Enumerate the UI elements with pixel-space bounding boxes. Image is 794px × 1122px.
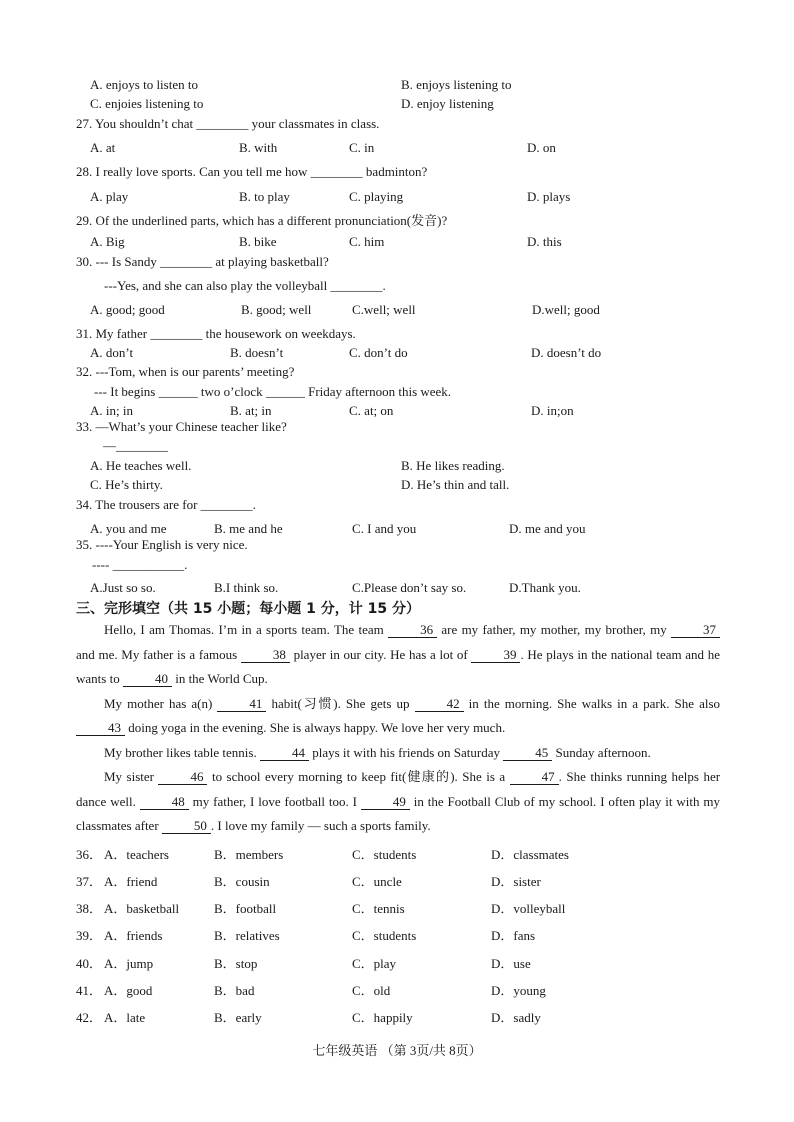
blank-46: 46: [158, 769, 207, 785]
blank-41: 41: [217, 696, 266, 712]
option-b: B.I think so.: [214, 580, 279, 595]
option-d: D．volleyball: [491, 901, 566, 916]
option-b: B. doesn’t: [230, 345, 284, 360]
option-d: D.Thank you.: [509, 580, 581, 595]
option-c: C. in: [349, 140, 375, 155]
option-c: C．play: [352, 956, 397, 971]
question-28: 28. I really love sports. Can you tell me how ________ badminton?: [76, 164, 428, 179]
question-29: 29. Of the underlined parts, which has a different pronunciation(发音)?: [76, 213, 448, 228]
blank-37: 37: [671, 622, 720, 638]
blank-47: 47: [510, 769, 559, 785]
option-a: A．friend: [104, 874, 158, 889]
blank-39: 39: [471, 647, 520, 663]
cloze-number: 39．: [76, 928, 103, 943]
option-b: B. me and he: [214, 521, 283, 536]
blank-44: 44: [260, 745, 309, 761]
option-a: A. you and me: [90, 521, 167, 536]
option-d: D．young: [491, 983, 546, 998]
option-d: D.well; good: [532, 302, 600, 317]
passage-text: Sunday afternoon.: [555, 744, 651, 760]
option-c: C. don’t do: [349, 345, 408, 360]
option-a: A．jump: [104, 956, 154, 971]
option-c: C．old: [352, 983, 391, 998]
passage-text: in the World Cup.: [175, 671, 268, 686]
question-31: 31. My father ________ the housework on weekdays.: [76, 326, 356, 341]
option-b: B．football: [214, 901, 277, 916]
passage-text: are my father, my mother, my brother, my: [441, 622, 667, 637]
option-b: B．relatives: [214, 928, 280, 943]
passage-paragraph: [76, 741, 720, 766]
option-a: A. play: [90, 189, 129, 204]
question-35-reply: ---- ___________.: [92, 557, 188, 572]
passage-text: plays it with his friends on Saturday: [312, 744, 500, 760]
option-c: C. him: [349, 234, 385, 249]
passage-text: habit(习惯). She gets up: [271, 695, 410, 711]
option-b: B．cousin: [214, 874, 270, 889]
blank-40: 40: [123, 671, 172, 687]
option-c: C．students: [352, 847, 417, 862]
cloze-number: 38．: [76, 901, 103, 916]
option-d: D．sadly: [491, 1010, 541, 1025]
option-b: B．stop: [214, 956, 258, 971]
question-34: 34. The trousers are for ________.: [76, 497, 256, 512]
option-d: D. plays: [527, 189, 571, 204]
option-d: D. on: [527, 140, 556, 155]
option-b: B．bad: [214, 983, 255, 998]
option-a: A. in; in: [90, 403, 133, 418]
option-d: D. doesn’t do: [531, 345, 602, 360]
question-32-reply: --- It begins ______ two o’clock ______ Friday afternoon this week.: [94, 384, 452, 399]
option-a: A. Big: [90, 234, 125, 249]
option-a: A.Just so so.: [90, 580, 156, 595]
option-d: D. this: [527, 234, 562, 249]
passage-text: in the Football Club of my school. I often play it with my classmates after: [76, 793, 721, 833]
option-b: B. good; well: [241, 302, 312, 317]
option-a: A．teachers: [104, 847, 169, 862]
passage-paragraph: [76, 618, 720, 692]
passage-text: My sister: [104, 769, 154, 784]
blank-43: 43: [76, 720, 125, 736]
option-a: A. at: [90, 140, 116, 155]
passage-text: in the morning. She walks in a park. She also: [468, 695, 721, 711]
option-b: B. enjoys listening to: [401, 77, 512, 92]
blank-36: 36: [388, 622, 437, 638]
option-c: C．happily: [352, 1010, 413, 1025]
question-30: 30. --- Is Sandy ________ at playing basketball?: [76, 254, 329, 269]
cloze-passage: [76, 618, 720, 839]
option-c: C．uncle: [352, 874, 402, 889]
passage-text: . I love my family — such a sports family.: [210, 818, 431, 833]
option-d: D. me and you: [509, 521, 586, 536]
passage-text: . He plays in the national team and he wants to: [76, 646, 721, 686]
option-b: B. He likes reading.: [401, 458, 505, 473]
passage-text: My mother has a(n): [104, 695, 213, 711]
option-d: D. enjoy listening: [401, 96, 494, 111]
option-c: C. at; on: [349, 403, 394, 418]
option-a: A．good: [104, 983, 153, 998]
option-a: A．late: [104, 1010, 146, 1025]
option-d: D. He’s thin and tall.: [401, 477, 510, 492]
question-27: 27. You shouldn’t chat ________ your classmates in class.: [76, 116, 380, 131]
question-30-reply: ---Yes, and she can also play the volleyball ________.: [104, 278, 386, 293]
option-b: B. to play: [239, 189, 290, 204]
passage-text: my father, I love football too. I: [192, 793, 357, 809]
cloze-number: 40．: [76, 956, 103, 971]
blank-48: 48: [140, 794, 189, 810]
blank-42: 42: [415, 696, 464, 712]
passage-text: My brother likes table tennis.: [104, 744, 257, 760]
option-a: A．friends: [104, 928, 163, 943]
passage-text: Hello, I am Thomas. I’m in a sports team. The team: [104, 622, 384, 637]
blank-45: 45: [503, 745, 552, 761]
option-a: A. He teaches well.: [90, 458, 192, 473]
option-c: C．students: [352, 928, 417, 943]
question-33-reply: —________: [103, 438, 168, 453]
option-c: C. playing: [349, 189, 404, 204]
option-b: B．members: [214, 847, 284, 862]
option-b: B. bike: [239, 234, 277, 249]
question-33: 33. —What’s your Chinese teacher like?: [76, 419, 287, 434]
option-c: C. He’s thirty.: [90, 477, 163, 492]
blank-50: 50: [162, 818, 211, 834]
cloze-number: 42．: [76, 1010, 103, 1025]
option-b: B．early: [214, 1010, 262, 1025]
option-b: B. with: [239, 140, 278, 155]
passage-paragraph: [76, 765, 720, 839]
cloze-number: 37．: [76, 874, 103, 889]
blank-49: 49: [361, 794, 410, 810]
passage-text: to school every morning to keep fit(健康的). She is a: [211, 769, 506, 784]
option-c: C．tennis: [352, 901, 405, 916]
option-c: C.Please don’t say so.: [352, 580, 467, 595]
page-footer: 七年级英语 （第 3页/共 8页）: [312, 1043, 482, 1058]
option-d: D．fans: [491, 928, 536, 943]
passage-text: player in our city. He has a lot of: [293, 646, 468, 662]
passage-text: doing yoga in the evening. She is always happy. We love her very much.: [128, 720, 506, 735]
passage-text: . She thinks running helps her dance well.: [76, 769, 721, 809]
option-c: C. I and you: [352, 521, 417, 536]
option-c: C. enjoies listening to: [90, 96, 204, 111]
option-a: A．basketball: [104, 901, 180, 916]
cloze-number: 36．: [76, 847, 103, 862]
option-d: D. in;on: [531, 403, 574, 418]
question-35: 35. ----Your English is very nice.: [76, 537, 248, 552]
blank-38: 38: [241, 647, 290, 663]
passage-text: and me. My father is a famous: [76, 646, 238, 662]
cloze-number: 41．: [76, 983, 103, 998]
section-heading: 三、完形填空（共 15 小题；每小题 1 分，计 15 分）: [76, 601, 420, 617]
option-a: A. don’t: [90, 345, 134, 360]
option-b: B. at; in: [230, 403, 272, 418]
option-d: D．sister: [491, 874, 541, 889]
option-c: C.well; well: [352, 302, 416, 317]
option-d: D．classmates: [491, 847, 569, 862]
option-a: A. good; good: [90, 302, 165, 317]
option-a: A. enjoys to listen to: [90, 77, 198, 92]
passage-paragraph: [76, 692, 720, 741]
question-32: 32. ---Tom, when is our parents’ meeting?: [76, 364, 295, 379]
option-d: D．use: [491, 956, 531, 971]
